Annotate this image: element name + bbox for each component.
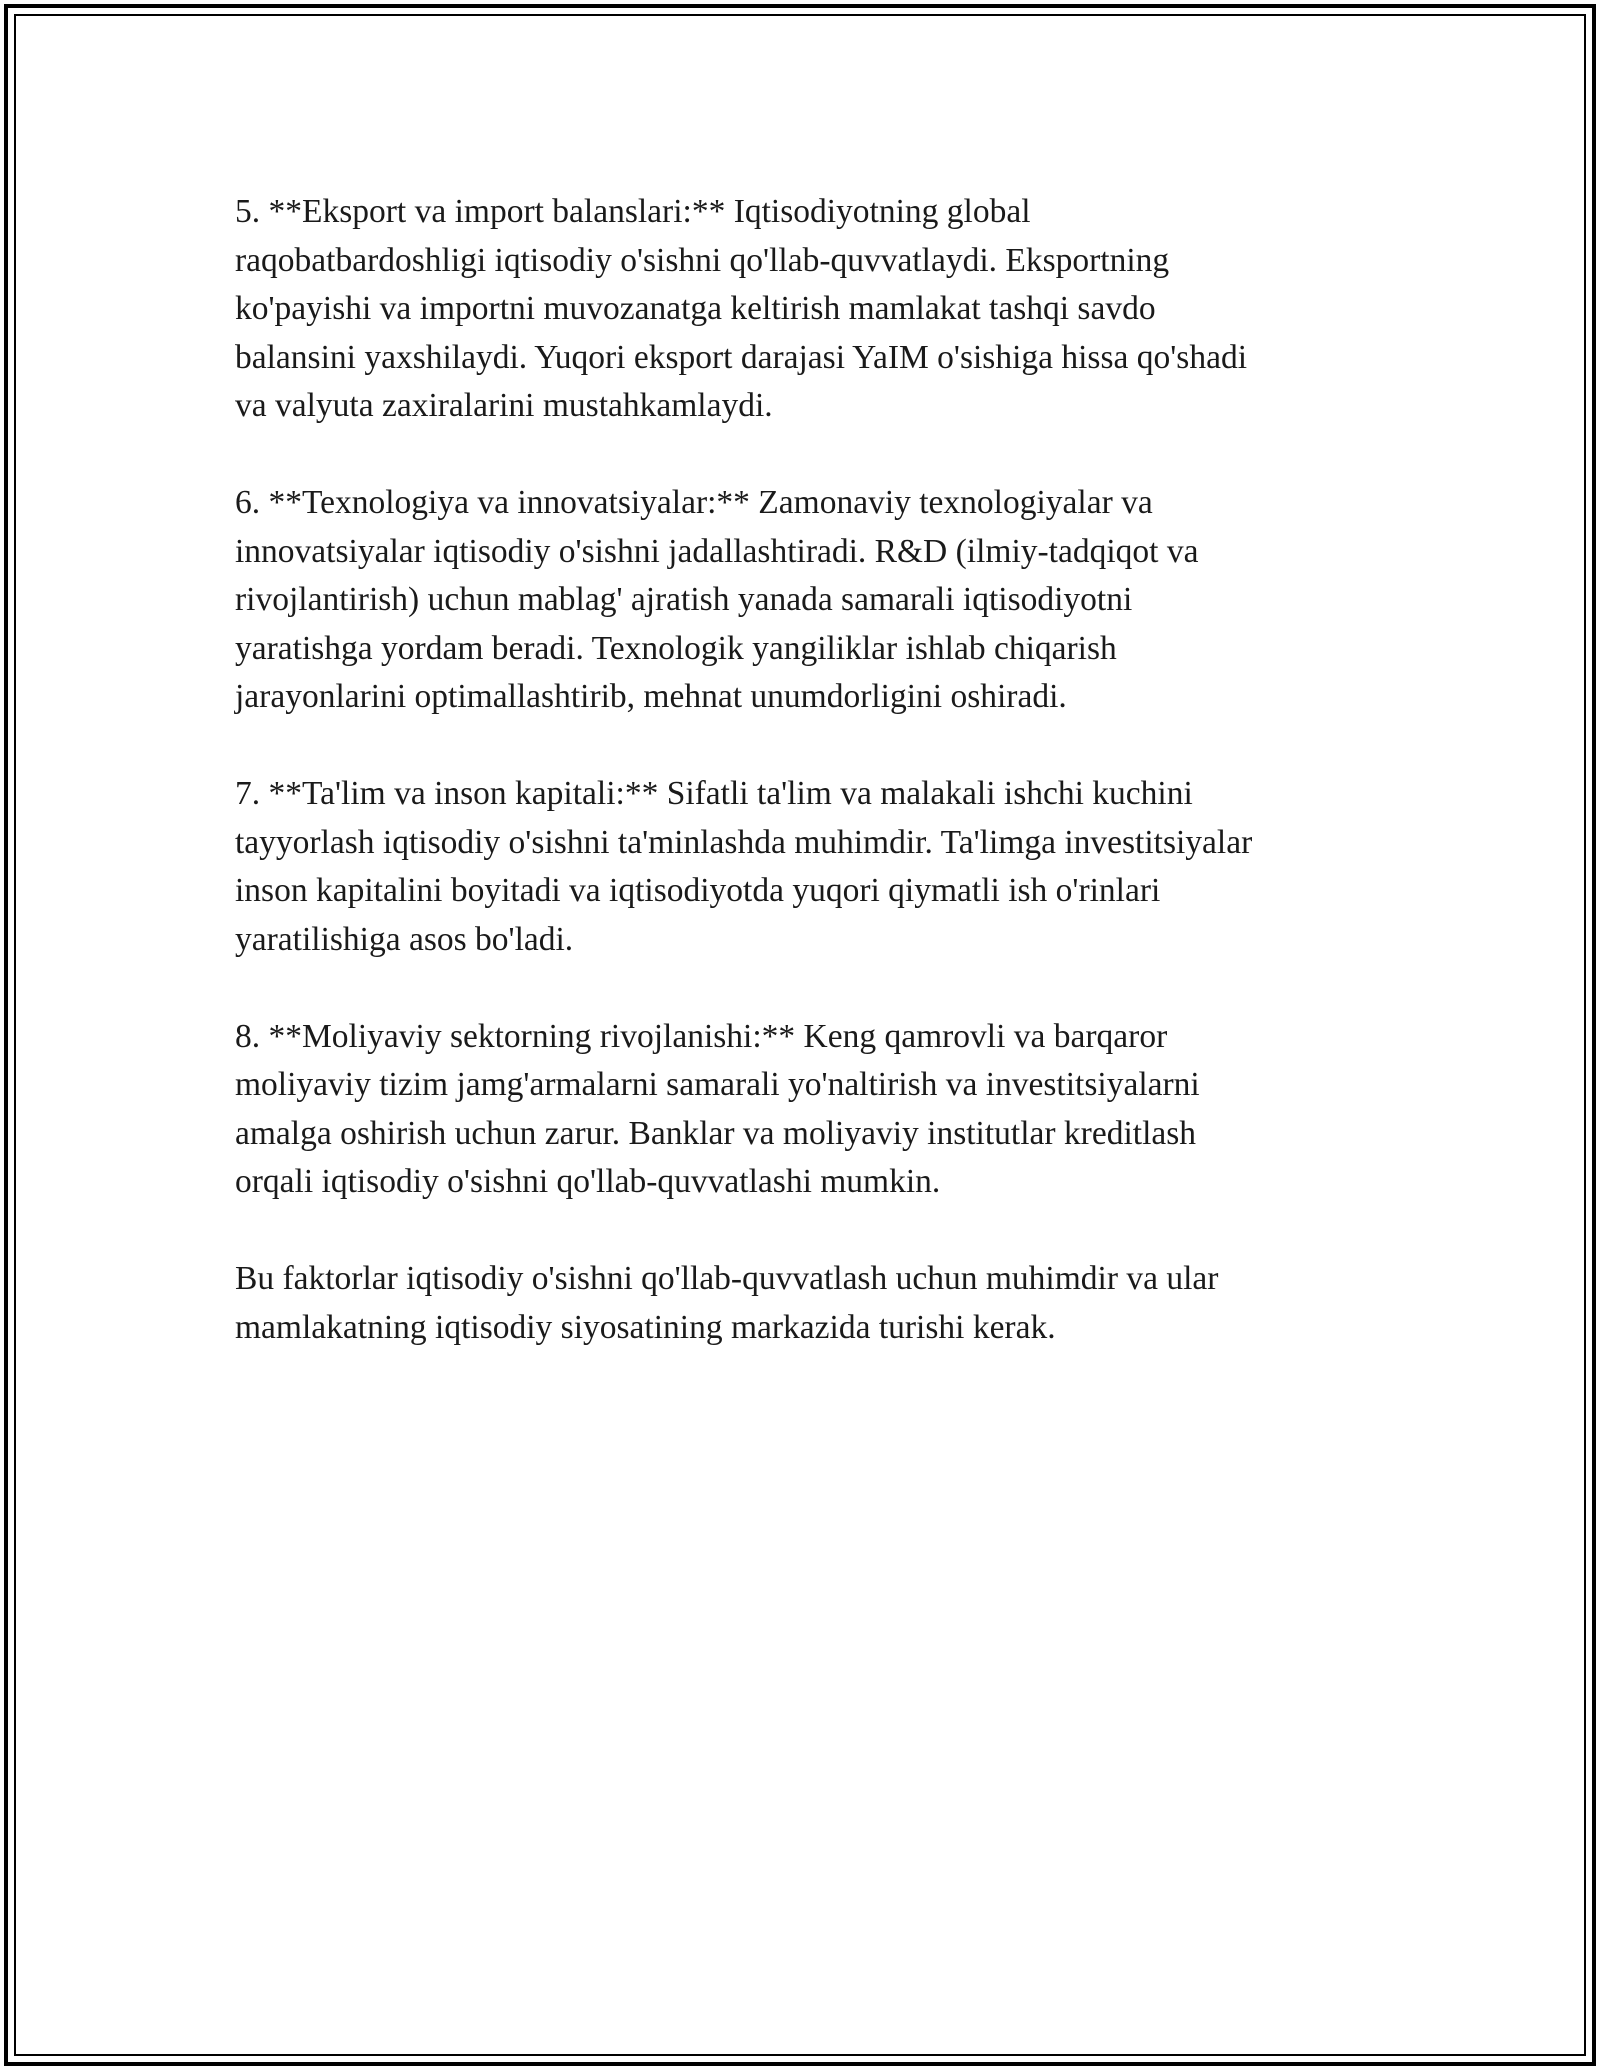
paragraph-technology-innovation: 6. **Texnologiya va innovatsiyalar:** Zamonaviy texnologiyalar va innovatsiyalar iqtisodiy o'sishni jadallashtiradi. R&D (ilmiy-tadqiqot va rivojlantirish) uchun mablag' ajratish yanada samarali iqtisodiyotni yaratishga yordam beradi. Texnologik yangiliklar ishlab chiqarish jarayonlarini optimallashtirib, mehnat unumdorligini oshiradi. [235, 484, 1199, 715]
document-body [235, 188, 1365, 1401]
paragraph-conclusion: Bu faktorlar iqtisodiy o'sishni qo'llab-quvvatlash uchun muhimdir va ular mamlakatning iqtisodiy siyosatining markazida turishi kerak. [235, 1260, 1219, 1346]
paragraph-export-import: 5. **Eksport va import balanslari:** Iqtisodiyotning global raqobatbardoshligi iqtisodiy o'sishni qo'llab-quvvatlaydi. Eksportning ko'payishi va importni muvozanatga keltirish mamlakat tashqi savdo balansini yaxshilaydi. Yuqori eksport darajasi YaIM o'sishiga hissa qo'shadi va valyuta zaxiralarini mustahkamlaydi. [235, 193, 1248, 424]
paragraph-education-human-capital: 7. **Ta'lim va inson kapitali:** Sifatli ta'lim va malakali ishchi kuchini tayyorlash iqtisodiy o'sishni ta'minlashda muhimdir. Ta'limga investitsiyalar inson kapitalini boyitadi va iqtisodiyotda yuqori qiymatli ish o'rinlari yaratilishiga asos bo'ladi. [235, 775, 1253, 958]
paragraph-financial-sector: 8. **Moliyaviy sektorning rivojlanishi:** Keng qamrovli va barqaror moliyaviy tizim jamg'armalarni samarali yo'naltirish va investitsiyalarni amalga oshirish uchun zarur. Banklar va moliyaviy institutlar kreditlash orqali iqtisodiy o'sishni qo'llab-quvvatlashi mumkin. [235, 1017, 1200, 1200]
